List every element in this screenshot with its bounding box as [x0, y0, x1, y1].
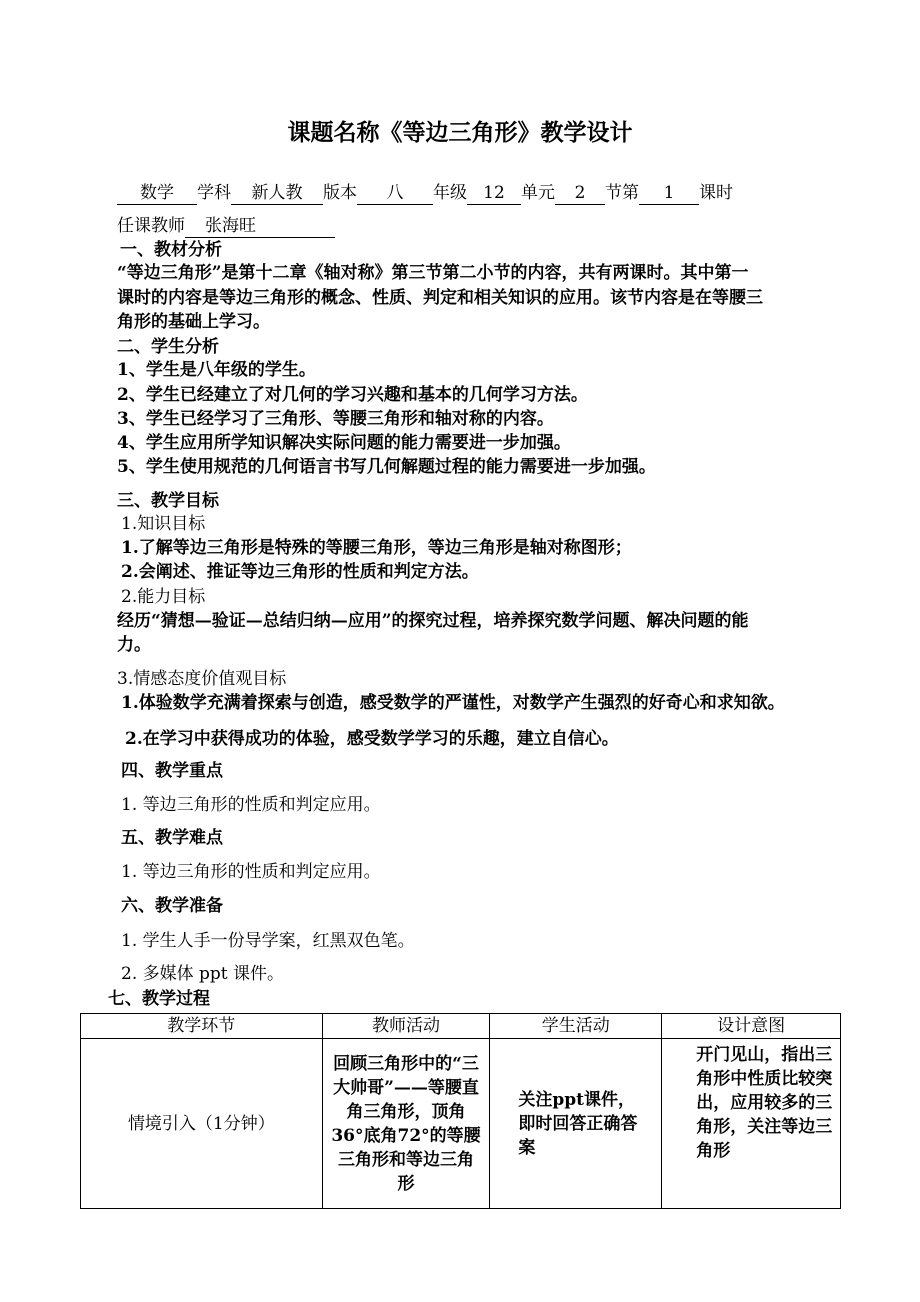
process-table: [80, 1013, 841, 1209]
table-row: [81, 1039, 841, 1209]
unit-label: 单元: [521, 183, 555, 203]
section-label: 节第: [605, 183, 639, 203]
unit-value: 12: [467, 182, 521, 205]
subject-value: 数学: [117, 182, 197, 205]
subheading: 1.知识目标: [121, 514, 206, 534]
student-activity-cell: 关注ppt课件，即时回答正确答案: [490, 1039, 662, 1209]
paragraph-line: 力。: [117, 635, 151, 655]
lesson-value: 1: [639, 182, 699, 205]
list-item: 2. 多媒体 ppt 课件。: [121, 964, 285, 984]
list-item: 2、学生已经建立了对几何的学习兴趣和基本的几何学习方法。: [117, 385, 588, 405]
teacher-value: 张海旺: [185, 215, 335, 238]
paragraph-line: 课时的内容是等边三角形的概念、性质、判定和相关知识的应用。该节内容是在等腰三: [117, 288, 763, 308]
edition-value: 新人教: [231, 182, 323, 205]
list-item: 1.体验数学充满着探索与创造，感受数学的严谨性，对数学产生强烈的好奇心和求知欲。: [121, 693, 785, 713]
list-item: 1.了解等边三角形是特殊的等腰三角形，等边三角形是轴对称图形；: [121, 538, 632, 558]
column-header: 设计意图: [662, 1014, 841, 1039]
section-heading: 二、学生分析: [117, 337, 219, 357]
section-heading: 四、教学重点: [121, 761, 223, 781]
page-title: 课题名称《等边三角形》教学设计: [287, 119, 633, 146]
teacher-activity-cell: 回顾三角形中的“三大帅哥”——等腰直角三角形，顶角36°底角72°的等腰三角形和等边三角形: [322, 1039, 490, 1209]
list-item: 1. 等边三角形的性质和判定应用。: [121, 862, 381, 882]
list-item: 1. 学生人手一份导学案，红黑双色笔。: [121, 931, 415, 951]
stage-cell: 情境引入（1分钟）: [81, 1039, 323, 1209]
edition-label: 版本: [323, 183, 357, 203]
section-heading: 一、教材分析: [120, 240, 222, 260]
section-heading: 七、教学过程: [108, 989, 210, 1009]
paragraph-line: 经历“猜想—验证—总结归纳—应用”的探究过程，培养探究数学问题、解决问题的能: [117, 611, 749, 631]
list-item: 2.会阐述、推证等边三角形的性质和判定方法。: [121, 562, 479, 582]
lesson-label: 课时: [699, 183, 733, 203]
subheading: 2.能力目标: [121, 587, 206, 607]
list-item: 2.在学习中获得成功的体验，感受数学学习的乐趣，建立自信心。: [125, 729, 619, 749]
table-header-row: [81, 1014, 841, 1039]
list-item: 4、学生应用所学知识解决实际问题的能力需要进一步加强。: [117, 433, 571, 453]
subheading: 3.情感态度价值观目标: [117, 669, 287, 689]
list-item: 5、学生使用规范的几何语言书写几何解题过程的能力需要进一步加强。: [117, 457, 656, 477]
list-item: 1、学生是八年级的学生。: [117, 360, 316, 380]
teacher-line: [117, 215, 335, 238]
list-item: 1. 等边三角形的性质和判定应用。: [121, 795, 381, 815]
paragraph-line: “等边三角形”是第十二章《轴对称》第三节第二小节的内容，共有两课时。其中第一: [117, 263, 749, 283]
grade-value: 八: [357, 182, 433, 205]
course-info-line: [117, 182, 733, 205]
paragraph-line: 角形的基础上学习。: [117, 312, 270, 332]
column-header: 教师活动: [322, 1014, 490, 1039]
column-header: 学生活动: [490, 1014, 662, 1039]
section-value: 2: [555, 182, 605, 205]
grade-label: 年级: [433, 183, 467, 203]
column-header: 教学环节: [81, 1014, 323, 1039]
subject-label: 学科: [197, 183, 231, 203]
design-intent-cell: 开门见山，指出三角形中性质比较突出，应用较多的三角形，关注等边三角形: [662, 1039, 841, 1209]
teacher-label: 任课教师: [117, 216, 185, 236]
section-heading: 三、教学目标: [117, 491, 219, 511]
list-item: 3、学生已经学习了三角形、等腰三角形和轴对称的内容。: [117, 409, 554, 429]
section-heading: 六、教学准备: [121, 896, 223, 916]
section-heading: 五、教学难点: [121, 828, 223, 848]
